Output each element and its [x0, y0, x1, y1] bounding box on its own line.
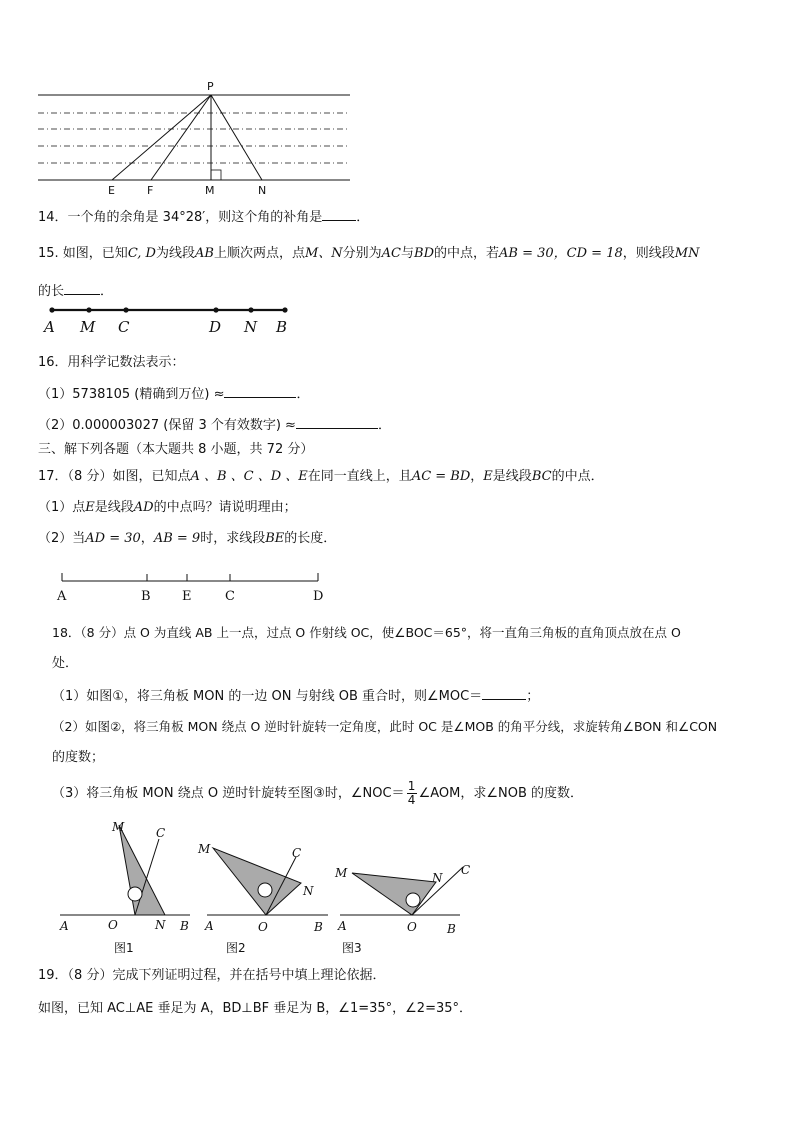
q17-p1-b: 是线段 — [94, 500, 134, 515]
q18-text-line2: 处． — [52, 656, 79, 671]
q17-text-c: ， — [470, 469, 484, 484]
q16-part2-blank — [296, 416, 378, 429]
q17-text-e: 的中点． — [551, 469, 604, 484]
q15-ac: AC — [381, 246, 402, 261]
label-n: N — [258, 184, 267, 197]
fig2-label-n: N — [303, 884, 314, 898]
q17-p1-a: （1）点 — [38, 500, 86, 515]
q19-text-line2: 如图，已知 AC⊥AE 垂足为 A，BD⊥BF 垂足为 B，∠1=35°，∠2=35°． — [38, 1001, 473, 1016]
q15-answer-blank — [64, 282, 100, 295]
question-18-line1 — [52, 624, 681, 642]
q16-part2-text: （2）0.000003027 (保留 3 个有效数字) ≈ — [38, 418, 296, 433]
fig2-label-m: M — [198, 842, 211, 856]
label-m: M — [205, 184, 215, 197]
q15-point-m: M — [80, 318, 96, 336]
q15-text-b: 为线段 — [155, 246, 195, 261]
fig1-label-b: B — [180, 919, 189, 933]
fig2-label-b: B — [314, 920, 323, 934]
q15-mn2: MN — [674, 246, 700, 261]
q17-point-d: D — [313, 589, 324, 604]
q17-p1-ad: AD — [133, 500, 154, 515]
q18-text-line1: 18．（8 分）点 O 为直线 AB 上一点，过点 O 作射线 OC，使∠BOC＝65°，将一直角三角板的直角顶点放在点 O — [52, 625, 681, 640]
q17-point-e: E — [182, 589, 192, 604]
question-14 — [38, 208, 369, 227]
fig3-label-b: B — [447, 922, 456, 936]
question-18-part3 — [52, 779, 583, 809]
q16-title: 16．用科学记数法表示： — [38, 355, 185, 370]
fig3-label-a: A — [338, 919, 347, 933]
fig1-label-a: A — [60, 919, 69, 933]
q15-text-e: 与 — [401, 246, 415, 261]
q15-text-f: 的中点，若 — [434, 246, 500, 261]
q15-text-d: 分别为 — [342, 246, 382, 261]
q17-p1-c: 的中点吗？请说明理由； — [153, 500, 297, 515]
q15-ab: AB — [195, 246, 214, 261]
q15-point-n: N — [244, 318, 258, 336]
q16-part1-end: ． — [296, 387, 310, 402]
q15-text-c: 上顺次两点，点 — [213, 246, 305, 261]
q18-fraction — [407, 780, 417, 807]
fig3-label-c: C — [461, 863, 471, 877]
q18-part1-end: ； — [526, 689, 540, 704]
q17-p2-a: （2）当 — [38, 531, 86, 546]
q14-answer-blank — [322, 208, 356, 221]
figure-q17-segment — [56, 570, 326, 586]
fig1-label-n: N — [155, 918, 166, 932]
q17-equation: AC = BD — [411, 469, 471, 484]
fig1-label-m: M — [112, 820, 125, 834]
question-16-part2 — [38, 416, 391, 435]
q18-part2-text-line2: 的度数； — [52, 750, 105, 765]
fraction-denominator: 4 — [407, 793, 416, 807]
q18-part2-text-line1: （2）如图②，将三角板 MON 绕点 O 逆时针旋转一定角度，此时 OC 是∠MOB 的角平分线，求旋转角∠BON 和∠CON — [52, 719, 718, 734]
question-18-line2 — [52, 655, 78, 673]
q19-text-line1: 19．（8 分）完成下列证明过程，并在括号中填上理论依据． — [38, 968, 386, 983]
q16-part1-blank — [224, 385, 296, 398]
q17-points: A 、B 、C 、D 、E — [190, 469, 308, 484]
q15-text-g: ，则线段 — [622, 246, 675, 261]
question-17-line1 — [38, 468, 604, 486]
q15-text-line2: 的长 — [38, 284, 65, 299]
fig2-label-c: C — [292, 846, 302, 860]
q14-text: 14．一个角的余角是 34°28′，则这个角的补角是 — [38, 210, 323, 225]
label-f: F — [147, 184, 154, 197]
question-17-part2 — [38, 530, 336, 548]
q17-p2-ab: AB = 9 — [153, 531, 201, 546]
question-15-line1 — [38, 245, 699, 263]
q17-bc: BC — [531, 469, 552, 484]
question-17-part1 — [38, 499, 297, 517]
caption-fig2: 图2 — [226, 941, 246, 955]
q15-cd: C, D — [127, 246, 156, 261]
q17-p2-be: BE — [265, 531, 285, 546]
question-15-line2 — [38, 282, 113, 301]
q18-part1-blank — [482, 687, 526, 700]
caption-fig1: 图1 — [114, 941, 134, 955]
q16-part2-end: ． — [377, 418, 391, 433]
fig1-label-o: O — [108, 918, 118, 932]
q15-mn: M、N — [304, 246, 343, 261]
q15-point-d: D — [209, 318, 222, 336]
question-19-line2 — [38, 1000, 472, 1018]
q17-p2-c: 时，求线段 — [200, 531, 266, 546]
q17-point-b: B — [141, 589, 151, 604]
q17-p2-b: ， — [140, 531, 154, 546]
fig2-label-a: A — [205, 919, 214, 933]
fig3-label-n: N — [432, 871, 443, 885]
q18-part3-text-b: ∠AOM，求∠NOB 的度数． — [418, 786, 583, 801]
q17-point-a: A — [57, 589, 67, 604]
q17-p2-ad: AD = 30 — [85, 531, 141, 546]
section-3-heading — [38, 441, 313, 459]
q18-part1-text: （1）如图①，将三角板 MON 的一边 ON 与射线 OB 重合时，则∠MOC＝ — [52, 689, 483, 704]
section-3-text: 三、解下列各题（本大题共 8 小题，共 72 分） — [38, 442, 314, 457]
q17-e: E — [483, 469, 493, 484]
fraction-numerator: 1 — [407, 779, 416, 793]
q17-text-a: 17．（8 分）如图，已知点 — [38, 469, 191, 484]
q18-part3-text-a: （3）将三角板 MON 绕点 O 逆时针旋转至图③时，∠NOC＝ — [52, 786, 405, 801]
question-16-title — [38, 354, 185, 372]
question-16-part1 — [38, 385, 310, 404]
figure-q18-triangles — [55, 817, 475, 955]
fig1-label-c: C — [156, 826, 166, 840]
label-p: P — [207, 80, 214, 93]
q16-part1-text: （1）5738105 (精确到万位) ≈ — [38, 387, 225, 402]
q17-text-b: 在同一直线上，且 — [307, 469, 412, 484]
q17-p1-e: E — [85, 500, 95, 515]
q15-point-a: A — [44, 318, 55, 336]
q14-end: ． — [356, 210, 370, 225]
fig2-label-o: O — [258, 920, 268, 934]
q15-end: ． — [100, 284, 114, 299]
fig3-label-o: O — [407, 920, 417, 934]
question-18-part2-line2 — [52, 749, 104, 767]
q15-text-a: 15. 如图，已知 — [38, 246, 128, 261]
q17-point-c: C — [225, 589, 235, 604]
q17-text-d: 是线段 — [492, 469, 532, 484]
figure-parallel-lines — [30, 78, 360, 200]
q15-bd: BD — [414, 246, 435, 261]
label-e: E — [108, 184, 115, 197]
q15-point-c: C — [118, 318, 130, 336]
q15-condition: AB = 30，CD = 18 — [499, 246, 623, 261]
fig3-label-m: M — [335, 866, 348, 880]
question-18-part2-line1 — [52, 718, 717, 736]
q17-p2-d: 的长度． — [284, 531, 337, 546]
question-19-line1 — [38, 967, 385, 985]
figure-q15-segment — [40, 303, 300, 317]
question-18-part1 — [52, 687, 539, 706]
caption-fig3: 图3 — [342, 941, 362, 955]
q15-point-b: B — [276, 318, 288, 336]
